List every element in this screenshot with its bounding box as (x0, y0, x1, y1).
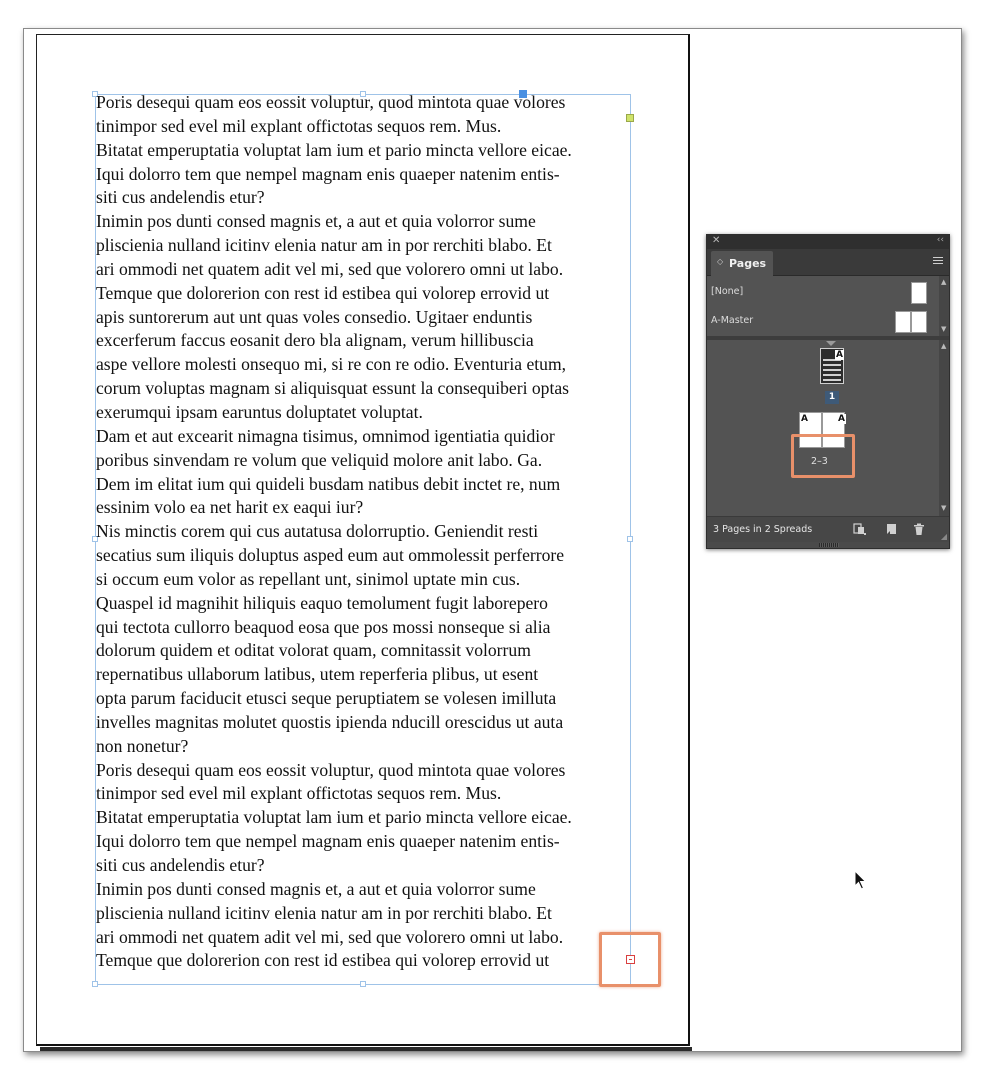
master-item-none[interactable] (707, 278, 939, 306)
spread-number: 2–3 (811, 456, 828, 467)
panel-footer (707, 516, 949, 542)
story-line[interactable]: Poris desequi quam eos eossit voluptur, quod mintota quae volores (96, 759, 566, 780)
story-line[interactable]: tinimpor sed evel mil explant offictotas sequos rem. Mus. (96, 783, 502, 804)
story-line[interactable]: Bitatat emperuptatia voluptat lam ium et pario mincta vellore eicae. (96, 807, 572, 828)
story-line[interactable]: Temque que dolorerion con rest id estibea qui volorep errovid ut (96, 950, 550, 971)
story-line[interactable]: dolorum quidem et oditat volorat quam, comnitassit volorrum (96, 640, 531, 661)
story-line[interactable]: secatius sum iliquis doluptus asped eum aut ommolessit perferrore (96, 545, 565, 566)
page-number-1: 1 (825, 391, 839, 404)
insert-marker-icon (826, 341, 836, 346)
scroll-down-icon[interactable]: ▼ (941, 325, 947, 333)
story-line[interactable]: apis suntorerum aut unt quas voles consedio. Ugitaer enduntis (96, 306, 533, 327)
master-label: [None] (711, 286, 744, 297)
tab-expand-icon[interactable]: ◇ (717, 257, 724, 266)
story-line[interactable]: poribus sinvendam re volum que veliquid molore anit labo. Ga. (96, 449, 543, 470)
frame-handle-bottom-left[interactable] (92, 981, 98, 987)
panel-tab-bar (707, 249, 949, 276)
story-line[interactable]: excerferum faccus eosanit dero bla alignam, verum hillibuscia (96, 330, 534, 351)
story-line[interactable]: Bitatat emperuptatia voluptat lam ium et pario mincta vellore eicae. (96, 139, 572, 160)
story-line[interactable]: Temque que dolorerion con rest id estibea qui volorep errovid ut (96, 282, 550, 303)
story-line[interactable]: aspe vellore molesti onsequo mi, si re con re odio. Eventuria etum, (96, 354, 567, 375)
story-line[interactable]: Poris desequi quam eos eossit voluptur, quod mintota quae volores (96, 92, 566, 112)
story-line[interactable]: siti cus andelendis etur? (96, 187, 265, 208)
scroll-down-icon[interactable]: ▼ (941, 504, 947, 512)
panel-bottom-grip[interactable] (819, 543, 839, 547)
master-thumbnail-right[interactable] (911, 311, 927, 333)
story-line[interactable]: Iqui dolorro tem que nempel magnam enis quaeper natenim entis- (96, 163, 560, 184)
panel-menu-icon[interactable] (933, 257, 943, 266)
pages-scrollbar[interactable] (939, 340, 949, 516)
story-line[interactable]: Dem im elitat ium qui quideli busdam natibus debit inctet re, num (96, 473, 561, 494)
mouse-pointer-icon (854, 870, 868, 890)
story-line[interactable]: exerumqui ipsam earuntus doluptatet voluptat. (96, 401, 423, 422)
scroll-up-icon[interactable]: ▲ (941, 278, 947, 286)
tab-pages[interactable] (711, 251, 773, 276)
edit-page-size-icon[interactable] (853, 522, 867, 536)
overset-text-icon[interactable] (626, 955, 635, 964)
story-line[interactable]: corum voluptas magnam si aliquisquat essunt la consequiberi optas (96, 378, 569, 399)
delete-page-icon[interactable] (912, 522, 926, 536)
master-label: A-Master (711, 315, 754, 326)
story-line[interactable]: si occum eum volor as repellant unt, sinimol uptate min cus. (96, 568, 521, 589)
master-thumbnail-left[interactable] (895, 311, 911, 333)
master-prefix: A (836, 350, 843, 360)
story-line[interactable]: tinimpor sed evel mil explant offictotas sequos rem. Mus. (96, 115, 502, 136)
new-page-icon[interactable] (884, 522, 898, 536)
pages-status: 3 Pages in 2 Spreads (713, 524, 813, 535)
story-line[interactable]: pliscienia nulland icitinv elenia natur am in por rerchiti blabo. Et (96, 235, 552, 256)
story-line[interactable]: opta parum faciducit etusci seque peruptiatem se volesen imilluta (96, 688, 557, 709)
close-icon[interactable]: ✕ (712, 235, 721, 246)
masters-section (707, 276, 939, 336)
story-line[interactable]: non nonetur? (96, 735, 189, 756)
story-line[interactable]: repernatibus ullaborum latibus, utem reperferia plibus, ut esent (96, 664, 539, 685)
master-prefix: A (801, 414, 808, 424)
story-line[interactable]: Inimin pos dunti consed magnis et, a aut et quia volorror sume (96, 211, 536, 232)
masters-scrollbar[interactable] (939, 276, 949, 336)
tab-pages-label: Pages (729, 257, 767, 270)
spread-highlight (791, 434, 855, 478)
pages-panel (706, 234, 950, 549)
story-line[interactable]: Nis minctis corem qui cus autatusa dolorruptio. Geniendit resti (96, 521, 539, 542)
story-line[interactable]: Quaspel id magnihit hiliquis eaquo temolument fugit laborepero (96, 592, 548, 613)
story-line[interactable]: pliscienia nulland icitinv elenia natur am in por rerchiti blabo. Et (96, 902, 552, 923)
story-line[interactable]: Inimin pos dunti consed magnis et, a aut et quia volorror sume (96, 878, 536, 899)
story-line[interactable]: Iqui dolorro tem que nempel magnam enis quaeper natenim entis- (96, 831, 560, 852)
panel-title-bar[interactable] (707, 235, 949, 249)
story-line[interactable]: siti cus andelendis etur? (96, 855, 265, 875)
resize-grip-icon[interactable]: ◢ (940, 532, 947, 541)
story-line[interactable]: invelles magnitas molutet quostis ipienda nducill orescidus ut auta (96, 711, 564, 732)
story-line[interactable]: qui tectota cullorro beaquod eosa que pos mossi nonseque si alia (96, 616, 551, 637)
collapse-icon[interactable]: ‹‹ (936, 235, 944, 245)
frame-handle-bottom-middle[interactable] (360, 981, 366, 987)
master-item-a-master[interactable] (707, 307, 939, 335)
story-line[interactable]: ari ommodi net quatem adit vel mi, sed que volorero omni ut labo. (96, 926, 564, 947)
page-shadow (40, 1047, 692, 1051)
story-line[interactable]: Dam et aut excearit nimagna tisimus, omnimod igentiatia quidior (96, 425, 555, 446)
master-prefix: A (838, 414, 845, 424)
pages-section (707, 340, 939, 516)
story-text[interactable] (96, 91, 636, 971)
master-thumbnail[interactable] (911, 282, 927, 304)
scroll-up-icon[interactable]: ▲ (941, 342, 947, 350)
story-line[interactable]: ari ommodi net quatem adit vel mi, sed que volorero omni ut labo. (96, 258, 564, 279)
page-thumbnail-1[interactable] (820, 348, 844, 384)
story-line[interactable]: essinim volo ea net harit ex eaqui iur? (96, 497, 364, 518)
